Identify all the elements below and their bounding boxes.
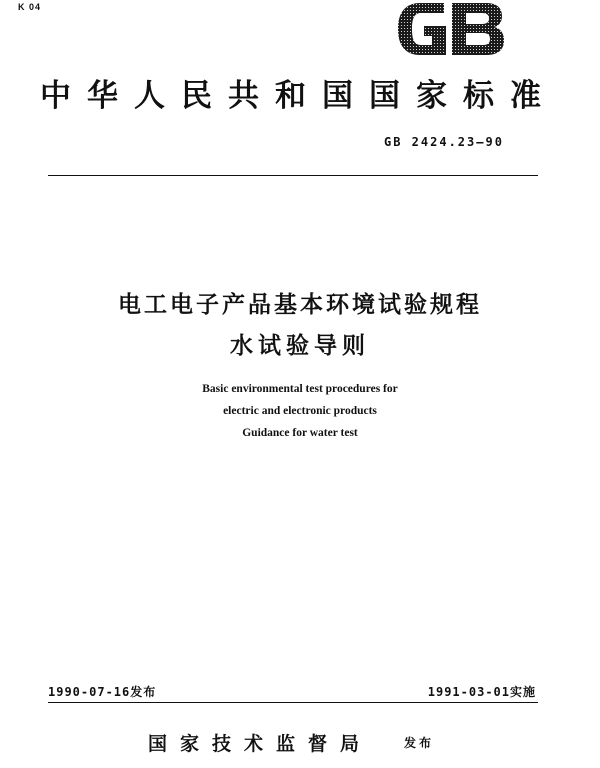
logo-text: GB xyxy=(450,57,452,58)
chinese-title-line2: 水试验导则 xyxy=(230,333,370,359)
footer-divider xyxy=(48,702,538,703)
english-title-line3: Guidance for water test xyxy=(242,427,358,439)
national-standard-title: 中华人民共和国国家标准 xyxy=(40,78,557,114)
header-divider xyxy=(48,175,538,176)
standard-number: GB 2424.23—90 xyxy=(384,135,504,149)
issue-date: 1990-07-16发布 xyxy=(48,685,157,699)
implementation-date: 1991-03-01实施 xyxy=(427,685,536,699)
issuing-authority: 国家技术监督局 xyxy=(148,733,373,755)
classification-code: K 04 xyxy=(18,2,42,12)
chinese-title-line1: 电工电子产品基本环境试验规程 xyxy=(118,292,482,318)
english-title-line2: electric and electronic products xyxy=(223,405,377,417)
gb-logo xyxy=(394,0,506,58)
english-title-line1: Basic environmental test procedures for xyxy=(202,383,398,395)
issuing-authority-suffix: 发布 xyxy=(404,736,435,750)
